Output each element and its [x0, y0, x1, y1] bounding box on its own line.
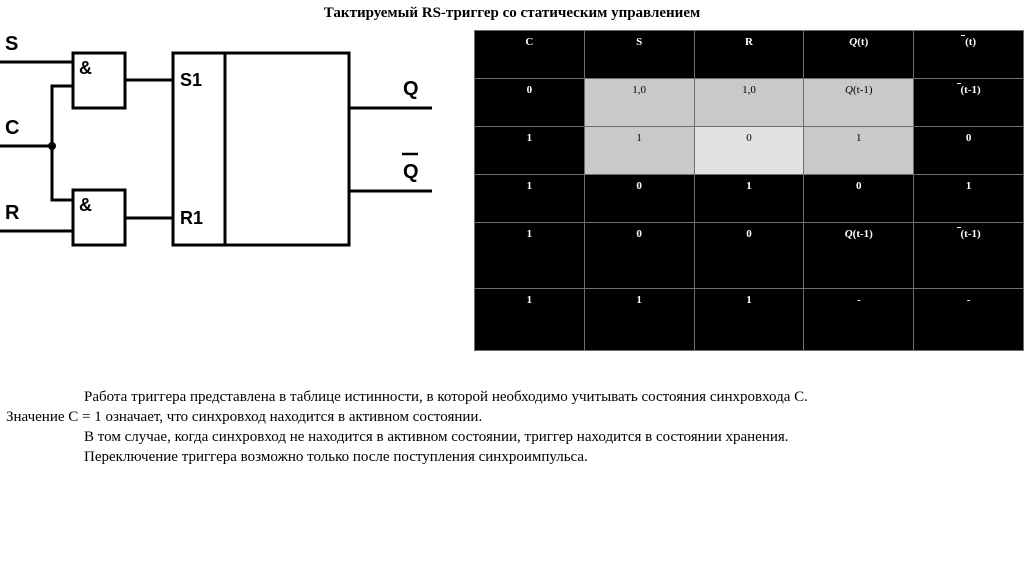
- cell-q: 0: [804, 175, 914, 223]
- header-q: Q(t): [804, 31, 914, 79]
- cell-c: 1: [475, 289, 585, 351]
- cell-c: 1: [475, 223, 585, 289]
- cell-s: 1: [584, 289, 694, 351]
- cell-r: 1,0: [694, 79, 804, 127]
- table-row: [475, 79, 1024, 127]
- input-label-c: C: [5, 117, 20, 139]
- cell-r: 0: [694, 127, 804, 175]
- cell-q: -: [804, 289, 914, 351]
- page-title: Тактируемый RS-триггер со статическим управлением: [323, 5, 701, 21]
- cell-s: 0: [584, 175, 694, 223]
- cell-s: 1: [584, 127, 694, 175]
- cell-c: 1: [475, 127, 585, 175]
- paragraph: Переключение триггера возможно только после поступления синхроимпульса.: [84, 449, 588, 465]
- cell-qbar: -: [914, 289, 1024, 351]
- cell-qbar: 0: [914, 127, 1024, 175]
- cell-q: 1: [804, 127, 914, 175]
- input-label-r: R: [5, 202, 20, 224]
- header-r: R: [694, 31, 804, 79]
- gate-label-bottom: &: [79, 195, 92, 215]
- table-row: [475, 175, 1024, 223]
- table-header-row: [475, 31, 1024, 79]
- paragraph: Значение С = 1 означает, что синхровход находится в активном состоянии.: [6, 409, 483, 425]
- paragraph: В том случае, когда синхровход не находится в активном состоянии, триггер находится в состоянии хранения.: [84, 429, 789, 445]
- description-text: [6, 387, 1018, 467]
- header-c: C: [475, 31, 585, 79]
- truth-table: [474, 30, 1024, 351]
- port-label-s1: S1: [180, 70, 203, 90]
- cell-qbar: (t-1): [914, 223, 1024, 289]
- table-row: [475, 127, 1024, 175]
- junction-dot: [48, 142, 56, 150]
- cell-c: 0: [475, 79, 585, 127]
- cell-r: 1: [694, 289, 804, 351]
- cell-c: 1: [475, 175, 585, 223]
- table-row: [475, 289, 1024, 351]
- rs-trigger-diagram: [0, 28, 440, 258]
- cell-qbar: (t-1): [914, 79, 1024, 127]
- cell-q: Q(t-1): [804, 79, 914, 127]
- cell-q: Q(t-1): [804, 223, 914, 289]
- wire-c-bottom: [52, 146, 73, 200]
- cell-qbar: 1: [914, 175, 1024, 223]
- wire-c-top: [52, 86, 73, 146]
- cell-r: 0: [694, 223, 804, 289]
- cell-s: 0: [584, 223, 694, 289]
- input-label-s: S: [5, 33, 19, 55]
- cell-s: 1,0: [584, 79, 694, 127]
- paragraph: Работа триггера представлена в таблице истинности, в которой необходимо учитывать состояния синхровхода С.: [84, 389, 808, 405]
- header-qbar: (t): [914, 31, 1024, 79]
- header-s: S: [584, 31, 694, 79]
- cell-r: 1: [694, 175, 804, 223]
- output-label-q: Q: [403, 78, 419, 100]
- port-label-r1: R1: [180, 208, 204, 228]
- output-label-qbar: Q: [403, 161, 419, 183]
- gate-label-top: &: [79, 58, 92, 78]
- table-row: [475, 223, 1024, 289]
